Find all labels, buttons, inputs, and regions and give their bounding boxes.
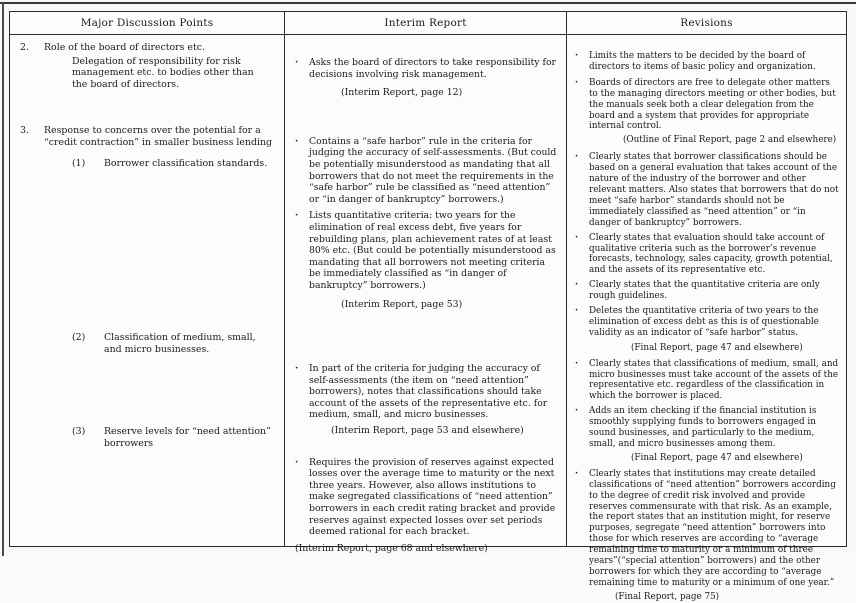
section-number: 3. [20, 125, 29, 137]
interim-bullet [295, 363, 558, 421]
bullet-icon: · [575, 406, 579, 417]
bullet-icon: · [295, 363, 299, 375]
discussion-section-2 [16, 42, 276, 54]
section-2-subpoint: Delegation of responsibility for risk management etc. to bodies other than the board of directors. [72, 55, 254, 90]
item-number: (3) [72, 426, 86, 438]
bullet-text: Clearly states that institutions may create detailed classifications of “need attention” borrowers according to the degree of credit risk involved and provide reserves commensurate with that risk. As an example, the report states that an institution might, for reserve purposes, segregate “need attention” borrowers into those for which reserves are according to “average remaining time to maturity or a minimum of three years”(“special attention” borrowers) and the other borrowers for which they are according to “average remaining time to maturity or a minimum of one year.” [589, 468, 836, 588]
revision-bullet [575, 469, 840, 589]
bullet-icon: · [575, 306, 579, 317]
bullet-text: Clearly states that classifications of medium, small, and micro businesses must take account of the assets of the representative etc. regardless of the classification in which the borrower is placed. [589, 358, 839, 402]
page-edge-line-top [0, 2, 856, 4]
table-body [10, 35, 846, 602]
section-title: Response to concerns over the potential for a “credit contraction” in smaller business lending [44, 125, 273, 148]
revision-bullet [575, 406, 840, 450]
bullet-icon: · [575, 280, 579, 291]
discussion-item-1 [72, 158, 276, 170]
citation: (Outline of Final Report, page 2 and elsewhere) [623, 135, 837, 146]
discussion-item-3 [72, 426, 276, 449]
column-interim-report [284, 35, 566, 554]
interim-bullet [295, 210, 558, 291]
discussion-item-2 [72, 332, 276, 355]
column-major-discussion-points [10, 35, 284, 546]
page-edge-line-left [2, 2, 4, 556]
bullet-icon: · [575, 77, 579, 88]
bullet-text: Adds an item checking if the financial institution is smoothly supplying funds to borrowers engaged in sound businesses, and particularly to the medium, small, and micro businesses among them. [589, 406, 817, 449]
bullet-text: Contains a “safe harbor” rule in the criteria for judging the accuracy of self-assessments. (But could be potentially misunderstood as mandating that all borrowers that do not meet the requirements in the “safe harbor” rule be classified as “need attention” or “in danger of bankruptcy” borrowers.) [309, 135, 557, 205]
bullet-icon: · [295, 57, 299, 68]
item-text: Borrower classification standards. [104, 157, 268, 169]
bullet-text: Clearly states that evaluation should take account of qualitative criteria such as the borrower’s revenue forecasts, technology, sales capacity, growth potential, and the assets of its representative etc. [589, 232, 833, 276]
citation: (Interim Report, page 68 and elsewhere) [295, 542, 488, 554]
bullet-icon: · [575, 152, 579, 163]
bullet-icon: · [295, 135, 299, 147]
item-text: Classification of medium, small, and micro businesses. [104, 332, 256, 355]
bullet-icon: · [575, 51, 579, 61]
bullet-icon: · [295, 456, 299, 468]
bullet-icon: · [575, 358, 579, 369]
bullet-text: Limits the matters to be decided by the board of directors to items of basic policy and organization. [589, 51, 816, 72]
citation: (Final Report, page 47 and elsewhere) [631, 452, 803, 463]
column-header-major-discussion-points: Major Discussion Points [80, 17, 214, 29]
interim-bullet [295, 57, 558, 80]
item-number: (1) [72, 157, 86, 169]
table-header-row [10, 12, 846, 35]
column-revisions [566, 35, 846, 602]
column-header-revisions: Revisions [566, 12, 846, 34]
citation: (Final Report, page 47 and elsewhere) [631, 342, 803, 353]
revision-bullet [575, 233, 840, 277]
revision-bullet [575, 359, 840, 403]
citation: (Interim Report, page 12) [341, 87, 463, 99]
bullet-text: Asks the board of directors to take responsibility for decisions involving risk management. [309, 57, 556, 80]
bullet-icon: · [295, 210, 299, 222]
revision-bullet [575, 51, 840, 73]
discussion-section-3 [16, 125, 276, 148]
item-text: Reserve levels for “need attention” borrowers [104, 426, 271, 449]
revision-bullet [575, 78, 840, 133]
revision-bullet [575, 152, 840, 228]
interim-bullet [295, 457, 558, 538]
bullet-icon: · [575, 468, 579, 479]
revision-bullet [575, 280, 840, 302]
citation: (Final Report, page 75) [615, 591, 720, 602]
bullet-text: Clearly states that borrower classifications should be based on a general evaluation that takes account of the nature of the industry of the borrower and other relevant matters. Also states that borrowers that do not meet “safe harbor” standards should not be immediately classified as “need attention” or “in danger of bankruptcy” borrowers. [589, 152, 839, 228]
column-header-interim-report: Interim Report [284, 12, 566, 34]
citation: (Interim Report, page 53) [341, 298, 463, 310]
bullet-icon: · [575, 232, 579, 243]
bullet-text: Clearly states that the quantitative criteria are only rough guidelines. [589, 280, 820, 302]
section-number: 2. [20, 42, 29, 53]
bullet-text: Requires the provision of reserves against expected losses over the average time to maturity or the next three years. However, also allows institutions to make segregated classifications of “need attention” borrowers in each credit rating bracket and provide reserves against expected losses over set periods deemed rational for each bracket. [309, 456, 556, 538]
comparison-table [9, 11, 847, 602]
section-title: Role of the board of directors etc. [44, 42, 205, 53]
item-number: (2) [72, 332, 86, 344]
bullet-text: Deletes the quantitative criteria of two years to the elimination of excess debt as this is of questionable validity as an indicator of “safe harbor” status. [589, 306, 819, 338]
bullet-text: Boards of directors are free to delegate other matters to the managing directors meeting or other bodies, but the manuals seek both a clear delegation from the board and a system that provides for appropriate internal control. [589, 77, 836, 132]
interim-bullet [295, 136, 558, 206]
citation: (Interim Report, page 53 and elsewhere) [331, 425, 524, 437]
revision-bullet [575, 306, 840, 339]
bullet-text: Lists quantitative criteria: two years for the elimination of real excess debt, five years for rebuilding plans, plan achievement rates of at least 80% etc. (But could be potentially misunderstood as mandating that all borrowers not meeting criteria be immediately classified as “in danger of bankruptcy” borrowers.) [309, 210, 556, 291]
bullet-text: In part of the criteria for judging the accuracy of self-assessments (the item on “need attention” borrowers), notes that classifications should take account of the assets of the representative etc. for medium, small, and micro businesses. [309, 363, 548, 421]
